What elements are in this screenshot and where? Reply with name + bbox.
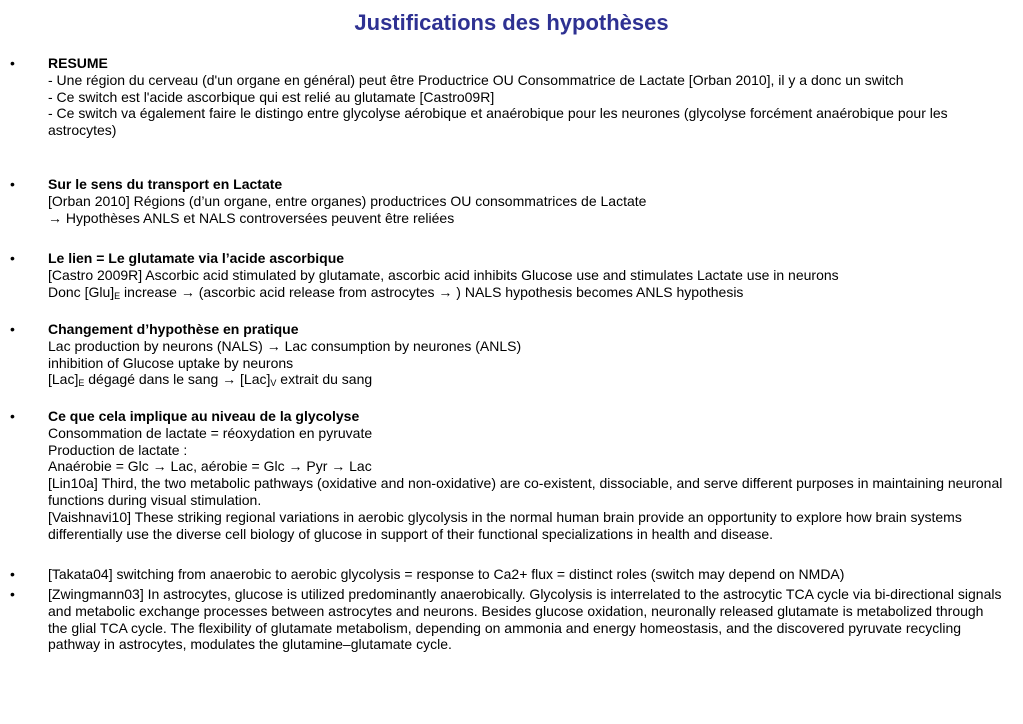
- bullet: •: [10, 586, 15, 602]
- arrow-icon: →: [152, 458, 167, 475]
- section-heading: Sur le sens du transport en Lactate: [48, 176, 283, 192]
- bullet: •: [10, 250, 15, 266]
- bullet: •: [10, 176, 15, 192]
- subscript: V: [270, 378, 277, 389]
- subscript: E: [78, 378, 85, 389]
- text-segment: ) NALS hypothesis becomes ANLS hypothesis: [452, 283, 744, 300]
- text-segment: Anaérobie = Glc: [48, 458, 153, 475]
- text-segment: (ascorbic acid release from astrocytes: [194, 283, 439, 300]
- text-line: [48, 284, 1003, 305]
- arrow-icon: →: [180, 283, 195, 300]
- arrow-icon: →: [48, 209, 62, 226]
- arrow-icon: →: [266, 337, 281, 354]
- section-heading: Ce que cela implique au niveau de la glycolyse: [48, 408, 360, 424]
- text-line: [Zwingmann03] In astrocytes, glucose is utilized predominantly anaerobically. Glycolysis is interrelated to the astrocytic TCA cycle via bi-directional signals and metabolic exchange processes between astrocytes and neurons. Besides glucose oxidation, neuronally released glutamate is metabolized through the glial TCA cycle. The flexibility of glutamate metabolism, depending on ammonia and energy homeostasis, and the discovered pyruvate recycling pathway in astrocytes, modulates the glutamine–glutamate cycle.: [48, 586, 1002, 653]
- bullet: •: [10, 55, 15, 71]
- arrow-icon: →: [222, 371, 237, 388]
- text-line: - Ce switch est l'acide ascorbique qui est relié au glutamate [Castro09R]: [48, 88, 495, 105]
- text-line: Production de lactate :: [48, 441, 188, 458]
- bullet: •: [10, 321, 15, 337]
- item-content: [48, 408, 1003, 542]
- item-content: [48, 176, 1003, 226]
- text-line: - Une région du cerveau (d'un organe en général) peut être Productrice OU Consommatrice de Lactate [Orban 2010], il y a donc un switch: [48, 71, 904, 88]
- item-content: [48, 566, 1003, 583]
- text-line: [Takata04] switching from anaerobic to aerobic glycolysis = response to Ca2+ flux = distinct roles (switch may depend on NMDA): [48, 566, 845, 582]
- text-segment: extrait du sang: [276, 371, 373, 388]
- text-segment: dégagé dans le sang: [84, 371, 223, 388]
- text-segment: increase: [120, 283, 181, 300]
- text-segment: [Lac]: [48, 371, 79, 388]
- page-title: Justifications des hypothèses: [354, 10, 669, 35]
- text-line: [Castro 2009R] Ascorbic acid stimulated by glutamate, ascorbic acid inhibits Glucose use and stimulates Lactate use in neurons: [48, 266, 839, 283]
- section-heading: RESUME: [48, 55, 108, 71]
- text-line: [Orban 2010] Régions (d’un organe, entre organes) productrices OU consommatrices de Lactate: [48, 192, 647, 209]
- section-heading: Changement d’hypothèse en pratique: [48, 321, 299, 337]
- text-segment: Pyr: [302, 458, 332, 475]
- text-segment: Lac consumption by neurones (ANLS): [280, 337, 522, 354]
- bullet: •: [10, 408, 15, 424]
- arrow-icon: →: [438, 283, 453, 300]
- text-line: [48, 371, 1003, 392]
- item-content: [48, 250, 1003, 304]
- text-line: inhibition of Glucose uptake by neurons: [48, 354, 294, 371]
- item-content: [48, 321, 1003, 392]
- arrow-icon: →: [331, 458, 346, 475]
- text-segment: [Lac]: [236, 371, 271, 388]
- text-segment: Hypothèses ANLS et NALS controversées peuvent être reliées: [65, 209, 455, 226]
- bullet: •: [10, 566, 15, 582]
- text-line: - Ce switch va également faire le distingo entre glycolyse aérobique et anaérobique pour les neurones (glycolyse forcément anaérobique pour les astrocytes): [48, 105, 948, 139]
- text-line: [48, 338, 1003, 355]
- item-content: [48, 55, 1003, 139]
- arrow-icon: →: [288, 458, 303, 475]
- text-segment: Lac, aérobie = Glc: [166, 458, 289, 475]
- text-line: [Lin10a] Third, the two metabolic pathways (oxidative and non-oxidative) are co-existent, dissociable, and serve different purposes in maintaining neuronal functions during visual stimulation.: [48, 475, 1003, 508]
- text-line: [48, 210, 1003, 227]
- item-content: [48, 586, 1003, 653]
- text-line: [48, 458, 1003, 475]
- subscript: E: [114, 290, 121, 301]
- text-segment: Lac production by neurons (NALS): [48, 337, 267, 354]
- text-segment: Donc [Glu]: [48, 283, 115, 300]
- section-heading: Le lien = Le glutamate via l’acide ascorbique: [48, 250, 345, 266]
- text-line: Consommation de lactate = réoxydation en pyruvate: [48, 424, 373, 441]
- text-line: [Vaishnavi10] These striking regional variations in aerobic glycolysis in the normal human brain provide an opportunity to explore how brain systems differentially use the diverse cell biology of glucose in support of their functional specializations in health and disease.: [48, 508, 962, 542]
- text-segment: Lac: [345, 458, 372, 475]
